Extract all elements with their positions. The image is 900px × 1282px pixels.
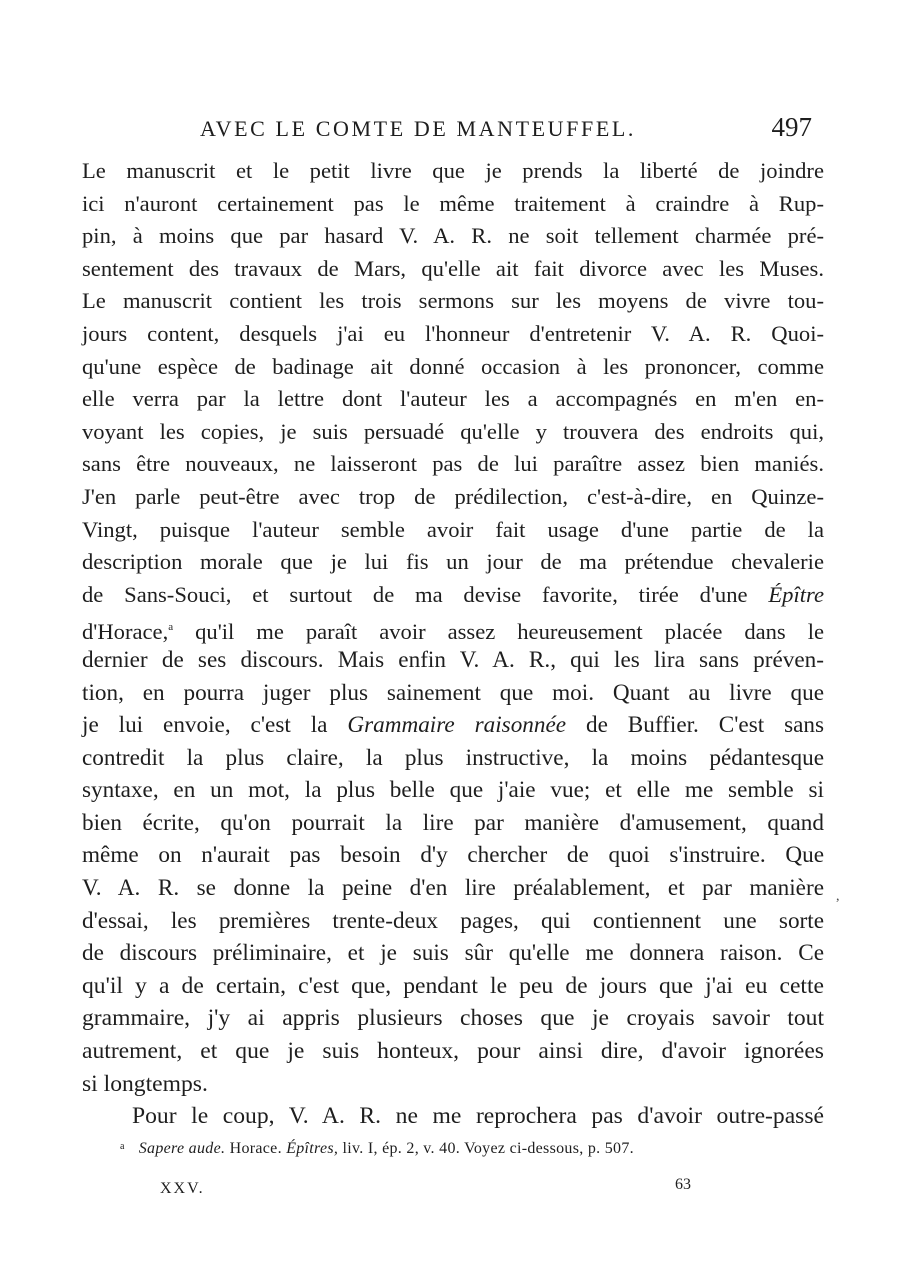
text-line: dernier de ses discours. Mais enfin V. A. R., qui les lira sans préven- [82,646,824,673]
signature-mark: XXV. [160,1180,205,1197]
ink-speck: , [836,889,840,904]
text-line: description morale que je lui fis un jour de ma prétendue chevalerie [82,549,824,575]
text-line: Le manuscrit contient les trois sermons sur les moyens de vivre tou- [82,288,824,314]
text-line: V. A. R. se donne la peine d'en lire préalablement, et par manière [82,875,824,902]
text-line: d'Horace,$^a$ qu'il me paraît avoir assez heureusement placée dans le [82,619,824,645]
text-line: pin, à moins que par hasard V. A. R. ne soit tellement charmée pré- [82,223,824,249]
text-line: sans être nouveaux, ne laisseront pas de lui paraître assez bien maniés. [82,451,824,477]
text-line: voyant les copies, je suis persuadé qu'elle y trouvera des endroits qui, [82,418,824,444]
text-line: si longtemps. [82,1070,208,1097]
footnote [120,1140,820,1158]
page-number: 497 [771,112,812,142]
text-line: Pour le coup, V. A. R. ne me reprochera pas d'avoir outre-passé [132,1103,824,1130]
text-line: ici n'auront certainement pas le même traitement à craindre à Rup- [82,190,824,216]
sheet-number: 63 [675,1176,691,1193]
text-line: de discours préliminaire, et je suis sûr qu'elle me donnera raison. Ce [82,940,824,967]
text-line: qu'une espèce de badinage ait donné occasion à les prononcer, comme [82,353,824,379]
running-header [90,108,820,152]
footnote-mark: a [120,1141,125,1152]
text-line: contredit la plus claire, la plus instructive, la moins pédantesque [82,744,824,771]
text-line: qu'il y a de certain, c'est que, pendant le peu de jours que j'ai eu cette [82,972,824,999]
running-title: AVEC LE COMTE DE MANTEUFFEL. [200,116,637,141]
text-line: d'essai, les premières trente-deux pages, qui contiennent une sorte [82,907,824,934]
text-line: de Sans-Souci, et surtout de ma devise favorite, tirée d'une Épître [82,581,824,607]
text-line: J'en parle peut-être avec trop de prédilection, c'est-à-dire, en Quinze- [82,483,824,509]
footnote-text: Sapere aude. Horace. Épîtres, liv. I, ép. 2, v. 40. Voyez ci-dessous, p. 507. [138,1140,634,1157]
body-text [82,155,824,1133]
text-line: autrement, et que je suis honteux, pour ainsi dire, d'avoir ignorées [82,1038,824,1065]
text-line: je lui envoie, c'est la Grammaire raisonnée de Buffier. C'est sans [82,712,825,739]
text-line: syntaxe, en un mot, la plus belle que j'aie vue; et elle me semble si [82,777,824,804]
text-line: tion, en pourra juger plus sainement que moi. Quant au livre que [82,679,824,706]
text-line: bien écrite, qu'on pourrait la lire par manière d'amusement, quand [82,809,824,836]
text-line: grammaire, j'y ai appris plusieurs choses que je croyais savoir tout [82,1005,824,1032]
text-line: elle verra par la lettre dont l'auteur les a accompagnés en m'en en- [82,386,824,412]
text-line: Le manuscrit et le petit livre que je prends la liberté de joindre [82,158,824,183]
text-line: sentement des travaux de Mars, qu'elle ait fait divorce avec les Muses. [82,255,824,281]
text-line: même on n'aurait pas besoin d'y chercher de quoi s'instruire. Que [82,842,824,869]
text-line: jours content, desquels j'ai eu l'honneur d'entretenir V. A. R. Quoi- [82,320,824,346]
text-line: Vingt, puisque l'auteur semble avoir fait usage d'une partie de la [82,516,824,542]
